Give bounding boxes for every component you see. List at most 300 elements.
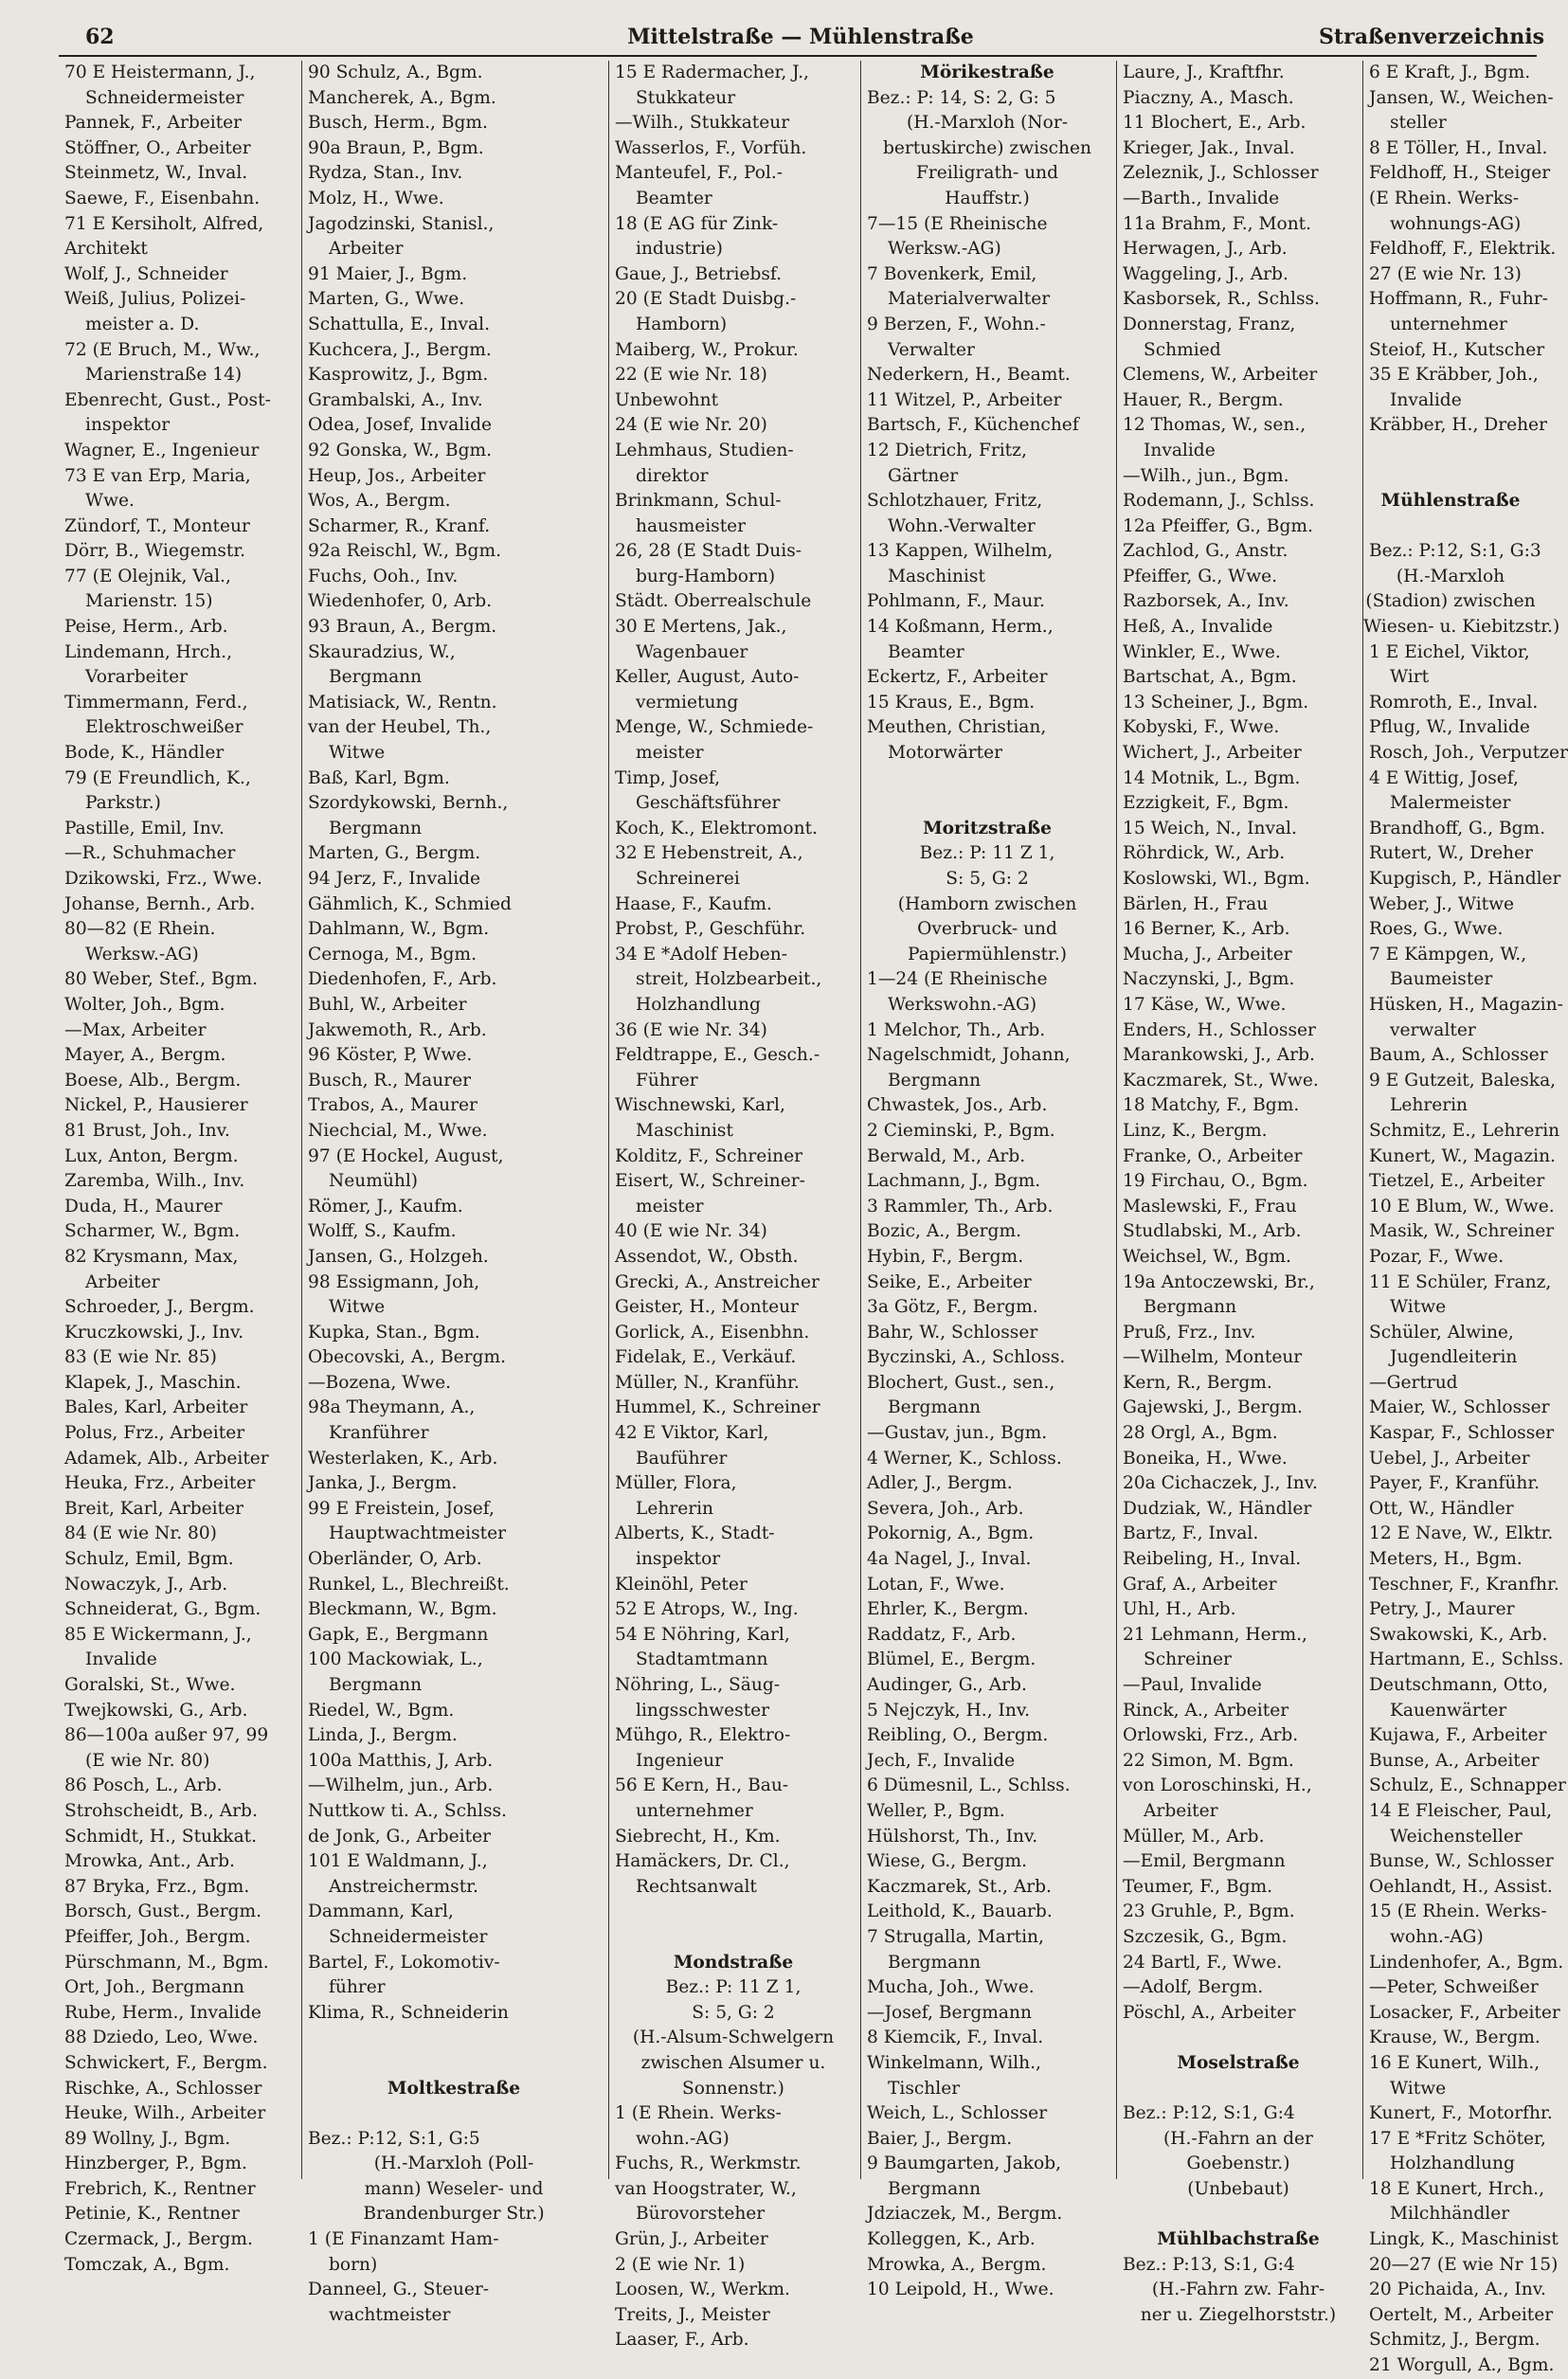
directory-entry: Schüler, Alwine, (1369, 1322, 1514, 1343)
directory-entry: Schulz, Emil, Bgm. (64, 1549, 234, 1570)
directory-entry: 98a Theymann, A., (308, 1397, 476, 1418)
directory-entry: vermietung (636, 692, 739, 712)
street-description: mann) Weseler- und (364, 2178, 544, 2199)
directory-entry: 77 (E Olejnik, Val., (64, 566, 231, 586)
directory-entry: Witwe (329, 743, 386, 764)
directory-entry: Maslewski, F., Frau (1123, 1196, 1297, 1217)
directory-columns (59, 61, 1568, 2376)
directory-entry: Pfeiffer, Joh., Bergm. (64, 1926, 251, 1947)
directory-entry: Meters, H., Bgm. (1369, 1549, 1523, 1570)
directory-entry: Zeleznik, J., Schlosser (1123, 163, 1319, 184)
directory-entry: 9 E Gutzeit, Baleska, (1369, 1070, 1557, 1090)
directory-entry: Bergmann (888, 1397, 982, 1418)
directory-entry: 35 E Kräbber, Joh., (1369, 365, 1539, 386)
directory-entry: Pastille, Emil, Inv. (64, 818, 225, 838)
directory-entry: Westerlaken, K., Arb. (308, 1448, 498, 1469)
directory-entry: Pokornig, A., Bgm. (867, 1523, 1035, 1544)
directory-entry: Obecovski, A., Bergm. (308, 1347, 506, 1368)
directory-entry: Jansen, G., Holzgeh. (308, 1246, 489, 1267)
directory-entry: Nickel, P., Hausierer (64, 1095, 248, 1116)
directory-entry: 7 E Kämpgen, W., (1369, 944, 1527, 964)
directory-entry: 92a Reischl, W., Bgm. (308, 541, 502, 562)
directory-entry: Maiberg, W., Prokur. (615, 339, 799, 360)
directory-entry: Beamter (888, 641, 964, 662)
street-description: Bez.: P: 11 Z 1, (665, 1977, 802, 1998)
directory-entry: Jugendleiterin (1390, 1347, 1518, 1368)
directory-entry: 72 (E Bruch, M., Ww., (64, 339, 261, 360)
directory-entry: Vorarbeiter (85, 667, 188, 688)
directory-entry: Städt. Oberrealschule (615, 591, 812, 612)
directory-entry: Oberländer, O, Arb. (308, 1549, 482, 1570)
page-number: 62 (85, 25, 115, 49)
directory-entry: Hoffmann, R., Fuhr- (1369, 289, 1548, 310)
directory-entry: Pürschmann, M., Bgm. (64, 1952, 269, 1973)
spacer (861, 791, 1113, 817)
directory-entry: Klima, R., Schneiderin (308, 2002, 509, 2023)
directory-entry: Werkswohn.-AG) (888, 994, 1037, 1015)
street-description: zwischen Alsumer u. (640, 2052, 826, 2073)
directory-entry: Fuchs, Ooh., Inv. (308, 566, 459, 586)
directory-entry: Gorlick, A., Eisenbhn. (615, 1322, 810, 1343)
directory-entry: unternehmer (1390, 314, 1507, 334)
directory-entry: Kuchcera, J., Bergm. (308, 339, 492, 360)
directory-entry: Kunert, W., Magazin. (1369, 1145, 1556, 1166)
directory-entry: Danneel, G., Steuer- (308, 2280, 490, 2300)
directory-entry: 96 Köster, P, Wwe. (308, 1045, 473, 1066)
directory-entry: Ebenrecht, Gust., Post- (64, 389, 271, 410)
directory-entry: 1 (E Finanzamt Ham- (308, 2229, 499, 2250)
directory-entry: —Wilhelm, jun., Arb. (308, 1775, 494, 1796)
street-description: (Unbebaut) (1187, 2178, 1289, 2199)
directory-entry: Wagner, E., Ingenieur (64, 440, 260, 460)
directory-entry: Jdziaczek, M., Bergm. (867, 2204, 1063, 2225)
directory-entry: 11 Blochert, E., Arb. (1123, 113, 1307, 134)
directory-entry: Nagelschmidt, Johann, (867, 1045, 1071, 1066)
directory-entry: van Hoogstrater, W., (615, 2178, 797, 2199)
directory-entry: Schneidermeister (85, 87, 244, 108)
directory-entry: Mrowka, A., Bergm. (867, 2254, 1047, 2275)
directory-entry: Johanse, Bernh., Arb. (64, 893, 256, 914)
directory-entry: 10 Leipold, H., Wwe. (867, 2280, 1054, 2300)
directory-entry: 73 E van Erp, Maria, (64, 465, 251, 486)
directory-entry: Audinger, G., Arb. (867, 1675, 1027, 1695)
directory-entry: 13 Kappen, Wilhelm, (867, 541, 1054, 562)
directory-entry: Petinie, K., Rentner (64, 2204, 240, 2225)
page-title: Mittelstraße — Mühlenstraße (627, 25, 974, 49)
directory-entry: Bartel, F., Lokomotiv- (308, 1952, 500, 1973)
directory-entry: Trabos, A., Maurer (308, 1095, 478, 1116)
directory-entry: Teumer, F., Bgm. (1123, 1876, 1273, 1897)
directory-entry: Müller, M., Arb. (1123, 1826, 1265, 1847)
column-4 (860, 61, 1113, 2300)
directory-entry: 6 Dümesnil, L., Schlss. (867, 1775, 1071, 1796)
directory-entry: Arbeiter (1144, 1800, 1218, 1821)
directory-entry: 71 E Kersiholt, Alfred, (64, 213, 264, 234)
directory-entry: Menge, W., Schmiede- (615, 717, 814, 738)
directory-entry: Nowaczyk, J., Arb. (64, 1574, 228, 1595)
directory-entry: 4a Nagel, J., Inval. (867, 1549, 1032, 1570)
directory-entry: Losacker, F., Arbeiter (1369, 2002, 1560, 2023)
directory-entry: 90a Braun, P., Bgm. (308, 137, 484, 158)
directory-entry: Müller, N., Kranführ. (615, 1372, 800, 1393)
directory-entry: Loosen, W., Werkm. (615, 2280, 790, 2300)
directory-entry: Reibling, O., Bergm. (867, 1725, 1049, 1746)
directory-entry: Schlotzhauer, Fritz, (867, 491, 1043, 512)
directory-entry: Witwe (329, 1297, 386, 1318)
directory-entry: Materialverwalter (888, 289, 1051, 310)
directory-entry: Wwe. (85, 491, 135, 512)
directory-entry: 24 (E wie Nr. 20) (615, 415, 767, 436)
directory-entry: Seike, E., Arbeiter (867, 1271, 1032, 1292)
directory-entry: 19 Firchau, O., Bgm. (1123, 1171, 1308, 1192)
directory-entry: inspektor (85, 415, 171, 436)
directory-entry: 20 Pichaida, A., Inv. (1369, 2280, 1546, 2300)
directory-entry: 15 Kraus, E., Bgm. (867, 692, 1036, 712)
directory-entry: Maier, W., Schlosser (1369, 1397, 1550, 1418)
directory-entry: Piaczny, A., Masch. (1123, 87, 1294, 108)
directory-entry: Enders, H., Schlosser (1123, 1019, 1316, 1040)
directory-entry: Unbewohnt (615, 389, 719, 410)
directory-entry: Anstreichermstr. (329, 1876, 478, 1897)
directory-entry: Wasserlos, F., Vorfüh. (615, 137, 807, 158)
directory-entry: 87 Bryka, Frz., Bgm. (64, 1876, 250, 1897)
directory-entry: Wirt (1390, 667, 1430, 688)
directory-entry: 21 Worgull, A., Bgm. (1369, 2355, 1555, 2376)
directory-entry: 100a Matthis, J, Arb. (308, 1750, 494, 1771)
directory-entry: Adamek, Alb., Arbeiter (64, 1448, 269, 1469)
directory-entry: Werksw.-AG) (85, 944, 199, 964)
directory-entry: 17 E *Fritz Schöter, (1369, 2128, 1546, 2149)
directory-entry: Kranführer (329, 1423, 429, 1444)
directory-entry: Graf, A., Arbeiter (1123, 1574, 1277, 1595)
directory-entry: Eisert, W., Schreiner- (615, 1171, 805, 1192)
directory-entry: Uhl, H., Arb. (1123, 1599, 1236, 1620)
directory-entry: Linda, J., Bergm. (308, 1725, 458, 1746)
directory-entry: Hartmann, E., Schlss. (1369, 1649, 1564, 1670)
directory-entry: Kleinöhl, Peter (615, 1574, 748, 1595)
directory-entry: Diedenhofen, F., Arb. (308, 969, 497, 990)
directory-entry: Stadtamtmann (636, 1649, 768, 1670)
directory-entry: 19a Antoczewski, Br., (1123, 1271, 1315, 1292)
directory-entry: 1 E Eichel, Viktor, (1369, 641, 1530, 662)
street-heading: Mörikestraße (920, 63, 1054, 82)
directory-entry: 97 (E Hockel, August, (308, 1145, 504, 1166)
directory-entry: lingsschwester (636, 1700, 770, 1721)
directory-entry: Heuka, Frz., Arbeiter (64, 1473, 256, 1494)
directory-entry: Hauer, R., Bergm. (1123, 389, 1284, 410)
directory-entry: Oehlandt, H., Assist. (1369, 1876, 1553, 1897)
directory-entry: Witwe (1390, 2078, 1447, 2099)
street-description: (H.-Fahrn zw. Fahr- (1151, 2280, 1325, 2300)
directory-entry: 1 Melchor, Th., Arb. (867, 1019, 1046, 1040)
directory-entry: Keller, August, Auto- (615, 667, 800, 688)
column-5 (1116, 61, 1360, 2325)
directory-entry: Jakwemoth, R., Arb. (308, 1019, 487, 1040)
directory-entry: 21 Lehmann, Herm., (1123, 1624, 1307, 1645)
directory-entry: wohn.-AG) (636, 2128, 730, 2149)
directory-entry: Wolff, S., Kaufm. (308, 1221, 457, 1242)
street-description: Papiermühlenstr.) (907, 944, 1068, 964)
directory-entry: Blochert, Gust., sen., (867, 1372, 1055, 1393)
directory-entry: Grün, J., Arbeiter (615, 2229, 768, 2250)
directory-entry: Clemens, W., Arbeiter (1123, 365, 1318, 386)
directory-entry: Gähmlich, K., Schmied (308, 893, 512, 914)
directory-entry: Lachmann, J., Bgm. (867, 1171, 1041, 1192)
directory-entry: 16 Berner, K., Arb. (1123, 919, 1290, 940)
directory-entry: Gajewski, J., Bergm. (1123, 1397, 1303, 1418)
directory-entry: —Gustav, jun., Bgm. (867, 1423, 1048, 1444)
directory-entry: Krause, W., Bergm. (1369, 2028, 1541, 2048)
directory-entry: Severa, Joh., Arb. (867, 1498, 1024, 1519)
directory-entry: Haase, F., Kaufm. (615, 893, 772, 914)
directory-entry: Dahlmann, W., Bgm. (308, 919, 490, 940)
street-description: Brandenburger Str.) (363, 2204, 545, 2225)
directory-entry: Feldhoff, H., Steiger (1369, 163, 1551, 184)
directory-entry: Mucha, Joh., Wwe. (867, 1977, 1035, 1998)
directory-entry: Leithold, K., Bauarb. (867, 1901, 1053, 1922)
spacer (609, 1900, 857, 1925)
directory-entry: 15 Weich, N., Inval. (1123, 818, 1297, 838)
directory-entry: Cernoga, M., Bgm. (308, 944, 477, 964)
directory-entry: Byczinski, A., Schloss. (867, 1347, 1066, 1368)
street-description: Freiligrath- und (915, 163, 1058, 184)
directory-entry: Borsch, Gust., Bergm. (64, 1901, 262, 1922)
directory-entry: 12 E Nave, W., Elktr. (1369, 1523, 1554, 1544)
directory-entry: 13 Scheiner, J., Bgm. (1123, 692, 1309, 712)
spacer (1363, 514, 1538, 540)
directory-entry: Malermeister (1390, 793, 1511, 814)
directory-entry: Wiedenhofer, 0, Arb. (308, 591, 493, 612)
directory-entry: 84 (E wie Nr. 80) (64, 1523, 217, 1544)
directory-entry: Fidelak, E., Verkäuf. (615, 1347, 797, 1368)
directory-entry: Stöffner, O., Arbeiter (64, 137, 251, 158)
directory-entry: Masik, W., Schreiner (1369, 1221, 1555, 1242)
directory-entry: Schmidt, H., Stukkat. (64, 1826, 258, 1847)
directory-entry: Pruß, Frz., Inv. (1123, 1322, 1256, 1343)
directory-entry: Kobyski, F., Wwe. (1123, 717, 1280, 738)
street-description: (Hamborn zwischen (897, 893, 1077, 914)
directory-entry: Breit, Karl, Arbeiter (64, 1498, 243, 1519)
directory-entry: Baß, Karl, Bgm. (308, 767, 450, 788)
directory-entry: 22 (E wie Nr. 18) (615, 365, 767, 386)
directory-entry: Matisiack, W., Rentn. (308, 692, 497, 712)
directory-entry: Verwalter (888, 339, 975, 360)
directory-entry: Gaue, J., Betriebsf. (615, 263, 783, 284)
street-description: (H.-Marxloh (Nor- (906, 113, 1069, 134)
directory-entry: Bales, Karl, Arbeiter (64, 1397, 248, 1418)
spacer (302, 2026, 605, 2051)
directory-entry: Motorwärter (888, 743, 1003, 764)
directory-entry: 27 (E wie Nr. 13) (1369, 263, 1522, 284)
directory-entry: 23 Gruhle, P., Bgm. (1123, 1901, 1295, 1922)
directory-entry: Probst, P., Geschführ. (615, 919, 806, 940)
directory-entry: meister (636, 1196, 704, 1217)
directory-entry: Mrowka, Ant., Arb. (64, 1851, 235, 1872)
directory-entry: streit, Holzbearbeit., (636, 969, 822, 990)
directory-entry: Meuthen, Christian, (867, 717, 1047, 738)
directory-entry: 24 Bartl, F., Wwe. (1123, 1952, 1283, 1973)
directory-entry: wohn.-AG) (1390, 1926, 1484, 1947)
directory-entry: —Josef, Bergmann (867, 2002, 1032, 2023)
directory-entry: 56 E Kern, H., Bau- (615, 1775, 789, 1796)
directory-entry: Kruczkowski, J., Inv. (64, 1322, 244, 1343)
directory-entry: 83 (E wie Nr. 85) (64, 1347, 217, 1368)
directory-entry: 14 Motnik, L., Bgm. (1123, 767, 1301, 788)
directory-entry: Zachlod, G., Anstr. (1123, 541, 1289, 562)
page-header (57, 21, 1544, 53)
directory-entry: Marten, G., Bergm. (308, 843, 481, 864)
directory-entry: Baum, A., Schlosser (1369, 1045, 1548, 1066)
directory-entry: Busch, Herm., Bgm. (308, 113, 488, 134)
directory-entry: Bärlen, H., Frau (1123, 893, 1269, 914)
directory-entry: 15 E Radermacher, J., (615, 63, 809, 82)
directory-entry: Arbeiter (329, 239, 404, 260)
spacer (861, 766, 1113, 792)
directory-entry: van der Heubel, Th., (308, 717, 492, 738)
directory-entry: 12a Pfeiffer, G., Bgm. (1123, 515, 1313, 536)
directory-entry: Kolleggen, K., Arb. (867, 2229, 1036, 2250)
directory-entry: Hinzberger, P., Bgm. (64, 2154, 247, 2174)
directory-entry: Szczesik, G., Bgm. (1123, 1926, 1288, 1947)
directory-entry: 40 (E wie Nr. 34) (615, 1221, 767, 1242)
directory-entry: Jech, F., Invalide (867, 1750, 1016, 1771)
directory-entry: Lotan, F., Wwe. (867, 1574, 1005, 1595)
directory-entry: Naczynski, J., Bgm. (1123, 969, 1295, 990)
directory-entry: Laaser, F., Arb. (615, 2330, 749, 2351)
directory-entry: meister (636, 743, 704, 764)
directory-entry: Schulz, E., Schnapper (1369, 1775, 1566, 1796)
directory-entry: Bergmann (329, 1675, 423, 1695)
directory-entry: 9 Berzen, F., Wohn.- (867, 314, 1046, 334)
directory-entry: Koch, K., Elektromont. (615, 818, 818, 838)
directory-entry: 11 Witzel, P., Arbeiter (867, 389, 1062, 410)
directory-entry: 15 (E Rhein. Werks- (1369, 1901, 1547, 1922)
directory-entry: —Wilh., Stukkateur (615, 113, 790, 134)
directory-entry: Bez.: P: 14, S: 2, G: 5 (867, 87, 1056, 108)
directory-entry: 14 E Fleischer, Paul, (1369, 1800, 1553, 1821)
directory-entry: Kupgisch, P., Händler (1369, 869, 1561, 889)
street-heading: Moltkestraße (387, 2078, 521, 2099)
directory-entry: 20a Cichaczek, J., Inv. (1123, 1473, 1318, 1494)
directory-entry: Kupka, Stan., Bgm. (308, 1322, 480, 1343)
directory-entry: Wichert, J., Arbeiter (1123, 743, 1302, 764)
directory-entry: Pöschl, A., Arbeiter (1123, 2002, 1296, 2023)
directory-entry: Grecki, A., Anstreicher (615, 1271, 820, 1292)
directory-entry: Scharmer, W., Bgm. (64, 1221, 241, 1242)
directory-entry: Molz, H., Wwe. (308, 188, 444, 208)
spacer (1363, 439, 1538, 464)
directory-entry: Mucha, J., Arbeiter (1123, 944, 1292, 964)
directory-entry: Arbeiter (85, 1271, 160, 1292)
directory-entry: Geister, H., Monteur (615, 1297, 799, 1318)
directory-entry: Geschäftsführer (636, 793, 781, 814)
directory-entry: Boneika, H., Wwe. (1123, 1448, 1288, 1469)
directory-entry: 93 Braun, A., Bergm. (308, 617, 497, 638)
directory-entry: Rutert, W., Dreher (1369, 843, 1533, 864)
directory-entry: Heuke, Wilh., Arbeiter (64, 2103, 266, 2124)
directory-entry: Zündorf, T., Monteur (64, 515, 250, 536)
directory-entry: Hybin, F., Bergm. (867, 1246, 1024, 1267)
directory-entry: Razborsek, A., Inv. (1123, 591, 1289, 612)
street-description: (H.-Fahrn an der (1163, 2128, 1313, 2149)
directory-entry: verwalter (1390, 1019, 1476, 1040)
directory-entry: 7 Strugalla, Martin, (867, 1926, 1044, 1947)
directory-entry: 99 E Freistein, Josef, (308, 1498, 495, 1519)
directory-entry: meister a. D. (85, 314, 200, 334)
directory-entry: Ehrler, K., Bergm. (867, 1599, 1029, 1620)
directory-entry: Brinkmann, Schul- (615, 491, 782, 512)
directory-entry: Treits, J., Meister (615, 2304, 770, 2325)
directory-entry: Baumeister (1390, 969, 1493, 990)
street-heading: Moritzstraße (923, 818, 1052, 838)
street-description: ner u. Ziegelhorststr.) (1140, 2304, 1337, 2325)
directory-entry: 10 E Blum, W., Wwe. (1369, 1196, 1555, 1217)
directory-entry: Bez.: P:13, S:1, G:4 (1123, 2254, 1295, 2275)
directory-entry: 1—24 (E Rheinische (867, 969, 1048, 990)
directory-entry: Rodemann, J., Schlss. (1123, 491, 1315, 512)
directory-entry: Parkstr.) (85, 793, 161, 814)
directory-entry: —Bozena, Wwe. (308, 1372, 452, 1393)
directory-entry: Maschinist (636, 1120, 733, 1141)
directory-entry: —Max, Arbeiter (64, 1019, 207, 1040)
directory-entry: Schneidermeister (329, 1926, 488, 1947)
directory-entry: Baier, J., Bergm. (867, 2128, 1013, 2149)
directory-entry: Assendot, W., Obsth. (615, 1246, 799, 1267)
directory-entry: Petry, J., Maurer (1369, 1599, 1515, 1620)
directory-entry: Weiß, Julius, Polizei- (64, 289, 246, 310)
street-description: bertuskirche) zwischen (882, 137, 1091, 158)
directory-entry: —Barth., Invalide (1123, 188, 1280, 208)
directory-entry: Saewe, F., Eisenbahn. (64, 188, 261, 208)
directory-entry: Eckertz, F., Arbeiter (867, 667, 1048, 688)
directory-entry: 70 E Heistermann, J., (64, 63, 256, 82)
directory-entry: Czermack, J., Bergm. (64, 2229, 253, 2250)
directory-entry: Rube, Herm., Invalide (64, 2002, 261, 2023)
directory-entry: Bartschat, A., Bgm. (1123, 667, 1297, 688)
directory-entry: Rischke, A., Schlosser (64, 2078, 262, 2099)
directory-entry: 28 Orgl, A., Bgm. (1123, 1423, 1278, 1444)
directory-entry: 34 E *Adolf Heben- (615, 944, 787, 964)
directory-entry: Donnerstag, Franz, (1123, 314, 1296, 334)
directory-entry: Herwagen, J., Arb. (1123, 239, 1288, 260)
directory-entry: Holzhandlung (636, 994, 761, 1015)
directory-entry: Berwald, M., Arb. (867, 1145, 1026, 1166)
directory-entry: Weichsel, W., Bgm. (1123, 1246, 1291, 1267)
directory-entry: Schroeder, J., Bergm. (64, 1297, 255, 1318)
directory-entry: de Jonk, G., Arbeiter (308, 1826, 491, 1847)
directory-entry: Architekt (64, 239, 148, 260)
directory-entry: Pfeiffer, G., Wwe. (1123, 566, 1278, 586)
directory-entry: Rechtsanwalt (636, 1876, 757, 1897)
directory-entry: Heup, Jos., Arbeiter (308, 465, 486, 486)
directory-entry: 7—15 (E Rheinische (867, 213, 1048, 234)
directory-entry: 26, 28 (E Stadt Duis- (615, 541, 802, 562)
directory-entry: Bürovorsteher (636, 2204, 766, 2225)
directory-entry: Rosch, Joh., Verputzer (1369, 743, 1568, 764)
directory-entry: 2 (E wie Nr. 1) (615, 2254, 746, 2275)
directory-entry: wachtmeister (329, 2304, 451, 2325)
directory-entry: Deutschmann, Otto, (1369, 1675, 1549, 1695)
directory-entry: Schattulla, E., Inval. (308, 314, 491, 334)
directory-entry: Kaczmarek, St., Arb. (867, 1876, 1052, 1897)
directory-entry: Wohn.-Verwalter (888, 515, 1036, 536)
directory-entry: Invalide (1144, 440, 1216, 460)
directory-entry: Dudziak, W., Händler (1123, 1498, 1312, 1519)
directory-entry: Lux, Anton, Bergm. (64, 1145, 239, 1166)
directory-entry: Grambalski, A., Inv. (308, 389, 483, 410)
street-heading: Moselstraße (1177, 2052, 1300, 2073)
directory-entry: Kräbber, H., Dreher (1369, 415, 1547, 436)
